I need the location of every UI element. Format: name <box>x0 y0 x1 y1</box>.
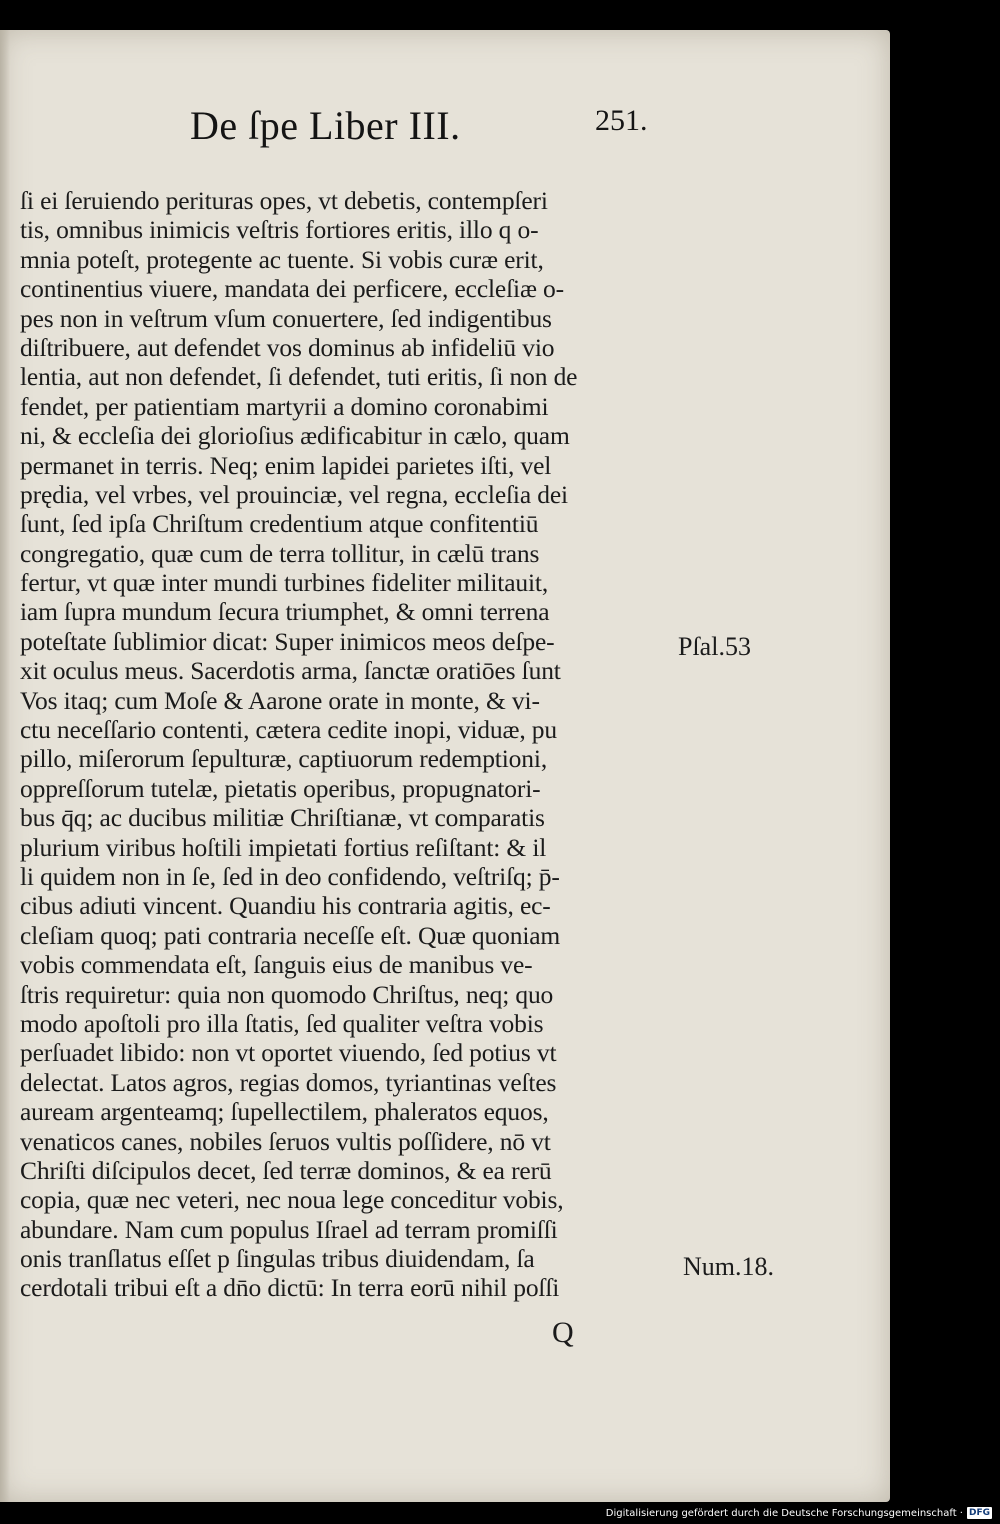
text-line: onis tranſlatus eſſet p ſingulas tribus diuidendam, ſa <box>20 1244 535 1274</box>
text-line: iam ſupra mundum ſecura triumphet, & omni terrena <box>20 597 550 627</box>
body-text <box>20 186 680 1303</box>
text-line: pes non in veſtrum vſum conuertere, ſed indigentibus <box>20 303 552 333</box>
text-line: auream argenteamq; ſupellectilem, phaleratos equos, <box>20 1097 549 1127</box>
text-line: ſtris requiretur: quia non quomodo Chriſtus, neq; quo <box>20 979 554 1009</box>
text-line: Chriſti diſcipulos decet, ſed terræ dominos, & ea rerū <box>20 1155 552 1185</box>
text-line: cibus adiuti vincent. Quandiu his contraria agitis, ec- <box>20 891 551 921</box>
text-line: plurium viribus hoſtili impietati fortius reſiſtant: & il <box>20 832 547 862</box>
text-line: copia, quæ nec veteri, nec noua lege conceditur vobis, <box>20 1185 564 1215</box>
funding-credit: Digitalisierung gefördert durch die Deutsche Forschungsgemeinschaft · <box>605 1507 963 1519</box>
text-line: vobis commendata eſt, ſanguis eius de manibus ve- <box>20 950 533 980</box>
text-line: permanet in terris. Neq; enim lapidei parietes iſti, vel <box>20 450 552 480</box>
text-line: venaticos canes, nobiles ſeruos vultis poſſidere, nō vt <box>20 1126 551 1156</box>
text-line: cleſiam quoq; pati contraria neceſſe eſt. Quæ quoniam <box>20 920 561 950</box>
text-line: perſuadet libido: non vt oportet viuendo, ſed potius vt <box>20 1038 557 1068</box>
text-line: li quidem non in ſe, ſed in deo confidendo, veſtriſq; p̄- <box>20 861 560 891</box>
text-line: poteſtate ſublimior dicat: Super inimicos meos deſpe- <box>20 626 555 656</box>
text-line: bus q̄q; ac ducibus militiæ Chriſtianæ, vt comparatis <box>20 803 545 833</box>
text-line: ni, & eccleſia dei glorioſius ædificabitur in cælo, quam <box>20 421 570 451</box>
page-header <box>0 100 890 150</box>
text-line: abundare. Nam cum populus Iſrael ad terram promiſſi <box>20 1214 558 1244</box>
page-number: 251. <box>595 104 648 137</box>
marginal-note-numbers: Num.18. <box>683 1252 774 1281</box>
dfg-logo: DFG <box>968 1508 990 1518</box>
text-line: cerdotali tribui eſt a dn̄o dictū: In terra eorū nihil poſſi <box>20 1273 560 1303</box>
text-line: prędia, vel vrbes, vel prouinciæ, vel regna, eccleſia dei <box>20 479 568 509</box>
text-line: Vos itaq; cum Moſe & Aarone orate in monte, & vi- <box>20 685 540 715</box>
marginal-note-psalm: Pſal.53 <box>678 632 751 661</box>
text-line: congregatio, quæ cum de terra tollitur, in cælū trans <box>20 538 540 568</box>
text-line: fertur, vt quæ inter mundi turbines fideliter militauit, <box>20 568 549 598</box>
digitization-footer <box>606 1507 992 1519</box>
text-line: continentius viuere, mandata dei perficere, eccleſiæ o- <box>20 274 564 304</box>
text-line: oppreſſorum tutelæ, pietatis operibus, propugnatori- <box>20 773 541 803</box>
catchword: Q <box>552 1316 574 1349</box>
text-line: tis, omnibus inimicis veſtris fortiores eritis, illo q o- <box>20 215 539 245</box>
text-line: fendet, per patientiam martyrii a domino coronabimi <box>20 391 549 421</box>
text-line: lentia, aut non defendet, ſi defendet, tuti eritis, ſi non de <box>20 362 578 392</box>
text-line: delectat. Latos agros, regias domos, tyriantinas veſtes <box>20 1067 557 1097</box>
running-title: De ſpe Liber III. <box>190 103 461 148</box>
text-line: diſtribuere, aut defendet vos dominus ab infideliū vio <box>20 332 555 362</box>
text-line: ctu neceſſario contenti, cætera cedite inopi, viduæ, pu <box>20 715 557 745</box>
text-line: modo apoſtoli pro illa ſtatis, ſed qualiter veſtra vobis <box>20 1008 544 1038</box>
text-line: pillo, miſerorum ſepulturæ, captiuorum redemptioni, <box>20 744 548 774</box>
text-line: mnia poteſt, protegente ac tuente. Si vobis curæ erit, <box>20 244 544 274</box>
text-line: ſi ei ſeruiendo perituras opes, vt debetis, contempſeri <box>20 186 548 215</box>
text-line: xit oculus meus. Sacerdotis arma, ſanctæ oratiōes ſunt <box>20 656 561 686</box>
text-line: ſunt, ſed ipſa Chriſtum credentium atque confitentiū <box>20 509 539 539</box>
book-page <box>0 30 890 1502</box>
